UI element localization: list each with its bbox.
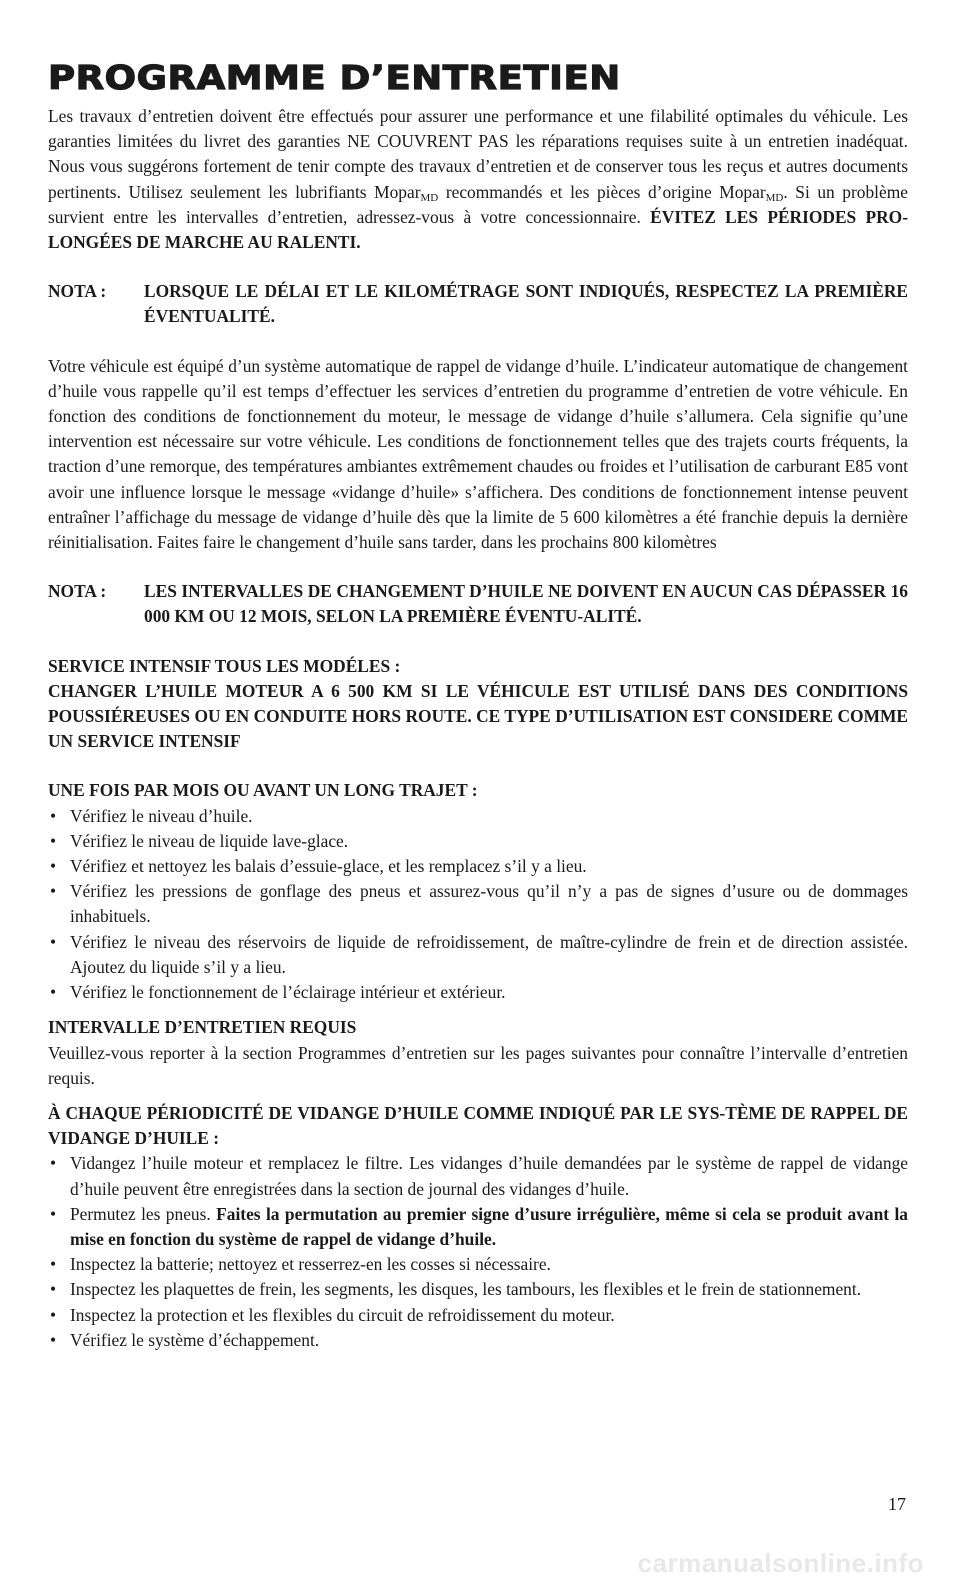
page-title: PROGRAMME D’ENTRETIEN <box>48 58 621 97</box>
list-item: • Vérifiez le niveau de liquide lave-glace. <box>48 829 908 854</box>
intervalle-text: Veuillez-vous reporter à la section Programmes d’entretien sur les pages suivantes pour connaître l’intervalle d’entretien requis. <box>48 1042 908 1088</box>
list-item: • Vérifiez les pressions de gonflage des pneus et assurez-vous qu’il n’y a pas de signes d’usure ou de dommages inhabituels. <box>48 879 908 929</box>
list-item: • Inspectez la protection et les flexibles du circuit de refroidissement du moteur. <box>48 1303 908 1328</box>
nota-oil-interval <box>48 579 908 629</box>
list-item: • Vérifiez le niveau des réservoirs de liquide de refroidissement, de maître-cylindre de frein et de direction assistée. Ajoutez du liquide s’il y a lieu. <box>48 930 908 980</box>
service-intensif-heading: SERVICE INTENSIF TOUS LES MODÉLES : <box>48 655 401 676</box>
list-item: • Inspectez la batterie; nettoyez et resserrez-en les cosses si nécessaire. <box>48 1252 908 1277</box>
intervalle-section <box>48 1015 908 1091</box>
chaque-list <box>48 1151 908 1353</box>
chaque-section <box>48 1101 908 1353</box>
list-item: • Vérifiez et nettoyez les balais d’essuie-glace, et les remplacez s’il y a lieu. <box>48 854 908 879</box>
nota-label: NOTA : <box>48 281 107 302</box>
monthly-list <box>48 804 908 1006</box>
list-item: • Vérifiez le fonctionnement de l’éclairage intérieur et extérieur. <box>48 980 908 1005</box>
page-content <box>48 58 908 1353</box>
monthly-heading: UNE FOIS PAR MOIS OU AVANT UN LONG TRAJET : <box>48 780 478 801</box>
service-intensif-section <box>48 654 908 755</box>
nota-text: LORSQUE LE DÉLAI ET LE KILOMÉTRAGE SONT INDIQUÉS, RESPECTEZ LA PREMIÈRE ÉVENTUALITÉ. <box>144 281 908 327</box>
list-item: • Vidangez l’huile moteur et remplacez le filtre. Les vidanges d’huile demandées par le système de rappel de vidange d’huile peuvent être enregistrées dans la section de journal des vidanges d’huile. <box>48 1151 908 1201</box>
page-number: 17 <box>888 1494 906 1514</box>
nota-text: LES INTERVALLES DE CHANGEMENT D’HUILE NE DOIVENT EN AUCUN CAS DÉPASSER 16 000 KM OU 12 MOIS, SELON LA PREMIÈRE ÉVENTU-ALITÉ. <box>144 581 908 627</box>
list-item: • Vérifiez le niveau d’huile. <box>48 804 908 829</box>
list-item: • Permutez les pneus. Faites la permutation au premier signe d’usure irrégulière, même si cela se produit avant la mise en fonction du système de rappel de vidange d’huile. <box>48 1202 908 1252</box>
monthly-section <box>48 778 908 1005</box>
intervalle-heading: INTERVALLE D’ENTRETIEN REQUIS <box>48 1017 357 1038</box>
list-item: • Vérifiez le système d’échappement. <box>48 1328 908 1353</box>
service-intensif-text: CHANGER L’HUILE MOTEUR A 6 500 KM SI LE VÉHICULE EST UTILISÉ DANS DES CONDITIONS POUSSIÉREUSES OU EN CONDUITE HORS ROUTE. CE TYPE D’UTILISATION EST CONSIDERE COMME UN SERVICE INTENSIF <box>48 680 908 752</box>
oil-reminder-paragraph: Votre véhicule est équipé d’un système automatique de rappel de vidange d’huile. L’indicateur automatique de changement d’huile vous rappelle qu’il est temps d’effectuer les services d’entretien du programme d’entretien de votre véhicule. En fonction des conditions de fonctionnement du moteur, le message de vidange d’huile s’allumera. Cela signifie qu’une intervention est nécessaire sur votre véhicule. Les conditions de fonctionnement telles que des trajets courts fréquents, la traction d’une remorque, des températures ambiantes extrêmement chaudes ou froides et l’utilisation de carburant E85 vont avoir une influence lorsque le message «vidange d’huile» s’affichera. Des conditions de fonctionnement intense peuvent entraîner l’affichage du message de vidange d’huile dès que la limite de 5 600 kilomètres a été franchie depuis la dernière réinitialisation. Faites faire le changement d’huile sans tarder, dans les prochains 800 kilomètres <box>48 355 908 553</box>
watermark: carmanualsonline.info <box>637 1548 924 1578</box>
nota-label: NOTA : <box>48 581 107 602</box>
list-item: • Inspectez les plaquettes de frein, les segments, les disques, les tambours, les flexibles et le frein de stationnement. <box>48 1277 908 1302</box>
intro-paragraph: Les travaux d’entretien doivent être effectués pour assurer une performance et une filabilité optimales du véhicule. Les garanties limitées du livret des garanties NE COUVRENT PAS les réparations requises suite à un entretien inadéquat. Nous vous suggérons fortement de tenir compte des travaux d’entretien et de conserver tous les reçus et autres documents pertinents. Utilisez seulement les lubrifiants Mopar$_{MD}$ recommandés et les pièces d’origine Mopar$_{MD}$. Si un problème survient entre les intervalles d’entretien, adressez-vous à votre concessionnaire. ÉVITEZ LES PÉRIODES PRO-LONGÉES DE MARCHE AU RALENTI. <box>48 106 909 253</box>
nota-first-occurrence <box>48 279 908 329</box>
chaque-heading: À CHAQUE PÉRIODICITÉ DE VIDANGE D’HUILE COMME INDIQUÉ PAR LE SYS-TÈME DE RAPPEL DE VIDANGE D’HUILE : <box>48 1102 908 1149</box>
